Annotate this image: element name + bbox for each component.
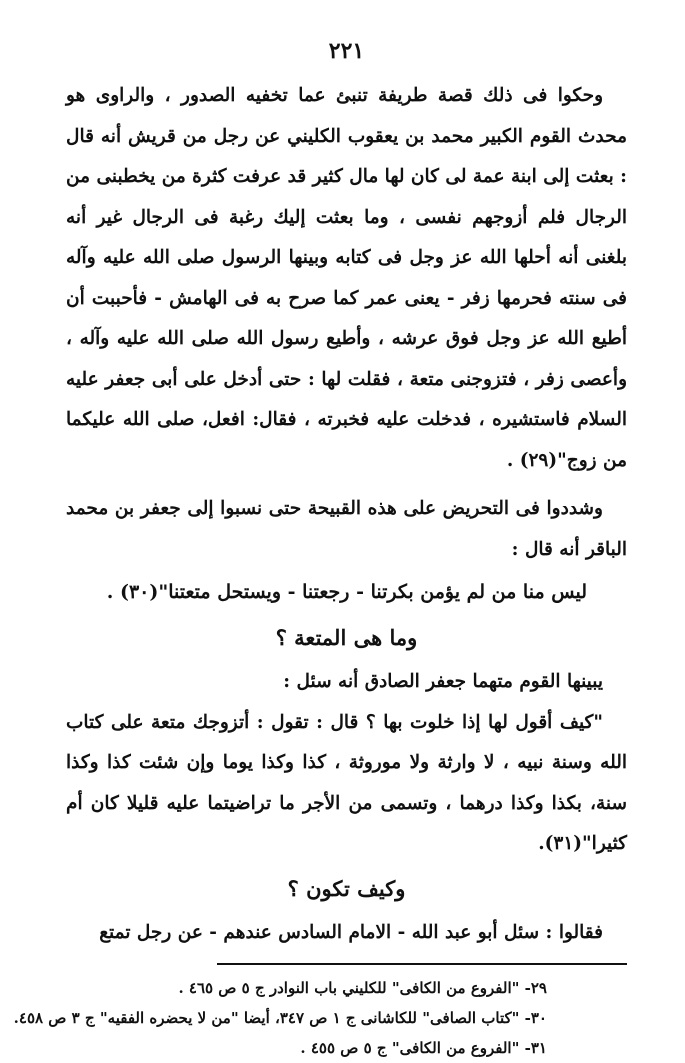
paragraph-explain: يبينها القوم متهما جعفر الصادق أنه سئل :: [283, 671, 603, 692]
paragraph-they-said: فقالوا : سئل أبو عبد الله - الامام السادس عندهم - عن رجل تمتع: [99, 921, 603, 943]
quote-not-of-us: ليس منا من لم يؤمن بكرتنا - رجعتنا - ويستحل متعتنا"(٣٠) .: [106, 581, 587, 603]
footnote-30: ٣٠- "كتاب الصافى" للكاشانى ج ١ ص ٣٤٧، أيضا "من لا يحضره الفقيه" ج ٣ ص ٤٥٨.: [13, 1009, 547, 1027]
footnotes: [13, 973, 627, 1063]
heading-what-is-mutah: وما هى المتعة ؟: [275, 625, 418, 650]
page-number: ٢٢١: [328, 38, 365, 64]
footnote-31: ٣١- "الفروع من الكافى" ج ٥ ص ٤٥٥ .: [300, 1039, 547, 1057]
paragraph-quote-formula: "كيف أقول لها إذا خلوت بها ؟ قال : تقول : أتزوجك متعة على كتاب الله وسنة نبيه ، لا وارثة ولا موروثة ، كذا وكذا يوما وإن شئت كذا وكذا سنة، بكذا وكذا درهما ، وتسمى من الأجر ما تراضيتما عليه قليلا كان أم كثيرا"(٣١).: [66, 711, 627, 854]
paragraph-story: وحكوا فى ذلك قصة طريفة تنبئ عما تخفيه الصدور ، والراوى هو محدث القوم الكبير محمد بن يعقوب الكليني عن رجل من قريش أنه قال : بعثت إلى ابنة عمة لى كان لها مال كثير قد عرفت كثرة من يخطبنى من الرجال فلم أزوجهم نفسى ، وما بعثت إليك رغبة فى الرجال غير أنه بلغنى أنه أحلها الله عز وجل فى كتابه وبينها الرسول صلى الله عليه وآله فى سنته فحرمها زفر - يعنى عمر كما صرح به فى الهامش - فأحببت أن أطيع الله عز وجل فوق عرشه ، وأطيع رسول الله صلى الله عليه وآله ، وأعصى زفر ، فتزوجنى متعة ، فقلت لها : حتى أدخل على أبى جعفر عليه السلام فاستشيره ، فدخلت عليه فخبرته ، فقال: افعل، صلى الله عليكما من زوج"(٢٩) .: [66, 85, 627, 471]
spacer: [66, 481, 627, 489]
heading-how-is-it: وكيف تكون ؟: [287, 875, 406, 901]
footnote-29: ٢٩- "الفروع من الكافى" للكليني باب النوادر ج ٥ ص ٤٦٥ .: [178, 979, 547, 997]
footnote-divider: [217, 963, 627, 965]
paragraph-incitement: وشددوا فى التحريض على هذه القبيحة حتى نسبوا إلى جعفر بن محمد الباقر أنه قال :: [66, 498, 627, 560]
